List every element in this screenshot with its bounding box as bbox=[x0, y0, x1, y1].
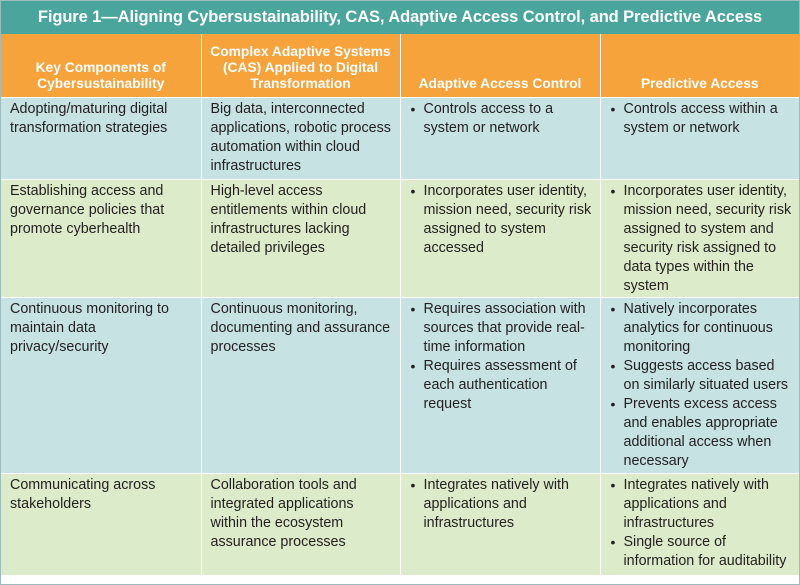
list-item: • Controls access within a system or network bbox=[610, 101, 778, 136]
bullet-icon: • bbox=[410, 301, 416, 317]
cell-component: Continuous monitoring to maintain data privacy/security bbox=[1, 298, 201, 474]
bullet-icon: • bbox=[610, 534, 616, 550]
header-predictive-access: Predictive Access bbox=[600, 34, 799, 98]
cell-component: Adopting/maturing digital transformation strategies bbox=[1, 98, 201, 180]
bullet-icon: • bbox=[610, 183, 616, 199]
list-item: • Controls access to a system or network bbox=[410, 101, 554, 136]
list-item: • Incorporates user identity, mission need, security risk assigned to system and security risk assigned to data types within the system bbox=[610, 183, 792, 294]
cell-cas: High-level access entitlements within cloud infrastructures lacking detailed privileges bbox=[201, 180, 400, 298]
header-key-components: Key Components of Cybersustainability bbox=[1, 34, 201, 98]
list-item: • Requires assessment of each authentication request bbox=[410, 358, 577, 412]
table-row bbox=[1, 298, 799, 474]
cell-predictive bbox=[600, 298, 799, 474]
bullet-icon: • bbox=[610, 301, 616, 317]
list-item: • Requires association with sources that provide real-time information bbox=[410, 301, 586, 355]
bullet-icon: • bbox=[410, 358, 416, 374]
cell-cas: Big data, interconnected applications, robotic process automation within cloud infrastructures bbox=[201, 98, 400, 180]
table-row bbox=[1, 98, 799, 180]
list-item: • Integrates natively with applications and infrastructures bbox=[410, 477, 569, 531]
list-item: • Suggests access based on similarly situated users bbox=[610, 358, 788, 393]
cell-adaptive bbox=[400, 474, 600, 576]
bullet-icon: • bbox=[610, 396, 616, 412]
bullet-icon: • bbox=[610, 101, 616, 117]
cell-predictive bbox=[600, 474, 799, 576]
cell-cas: Continuous monitoring, documenting and assurance processes bbox=[201, 298, 400, 474]
list-item: • Single source of information for auditability bbox=[610, 534, 787, 569]
header-row bbox=[1, 34, 799, 98]
cell-component: Establishing access and governance policies that promote cyberhealth bbox=[1, 180, 201, 298]
list-item: • Prevents excess access and enables appropriate additional access when necessary bbox=[610, 396, 778, 469]
bullet-icon: • bbox=[410, 183, 416, 199]
bullet-icon: • bbox=[410, 477, 416, 493]
list-item: • Natively incorporates analytics for continuous monitoring bbox=[610, 301, 773, 355]
cell-predictive bbox=[600, 98, 799, 180]
comparison-table bbox=[1, 34, 799, 575]
header-cas: Complex Adaptive Systems (CAS) Applied to Digital Transformation bbox=[201, 34, 400, 98]
cell-adaptive bbox=[400, 98, 600, 180]
cell-cas: Collaboration tools and integrated applications within the ecosystem assurance processes bbox=[201, 474, 400, 576]
header-adaptive-access: Adaptive Access Control bbox=[400, 34, 600, 98]
table-row bbox=[1, 474, 799, 576]
table-row bbox=[1, 180, 799, 298]
bullet-icon: • bbox=[610, 358, 616, 374]
cell-predictive bbox=[600, 180, 799, 298]
list-item: • Integrates natively with applications and infrastructures bbox=[610, 477, 769, 531]
list-item: • Incorporates user identity, mission need, security risk assigned to system accessed bbox=[410, 183, 592, 256]
bullet-icon: • bbox=[610, 477, 616, 493]
cell-adaptive bbox=[400, 180, 600, 298]
figure-title: Figure 1—Aligning Cybersustainability, CAS, Adaptive Access Control, and Predictive Access bbox=[1, 1, 799, 34]
cell-component: Communicating across stakeholders bbox=[1, 474, 201, 576]
bullet-icon: • bbox=[410, 101, 416, 117]
cell-adaptive bbox=[400, 298, 600, 474]
